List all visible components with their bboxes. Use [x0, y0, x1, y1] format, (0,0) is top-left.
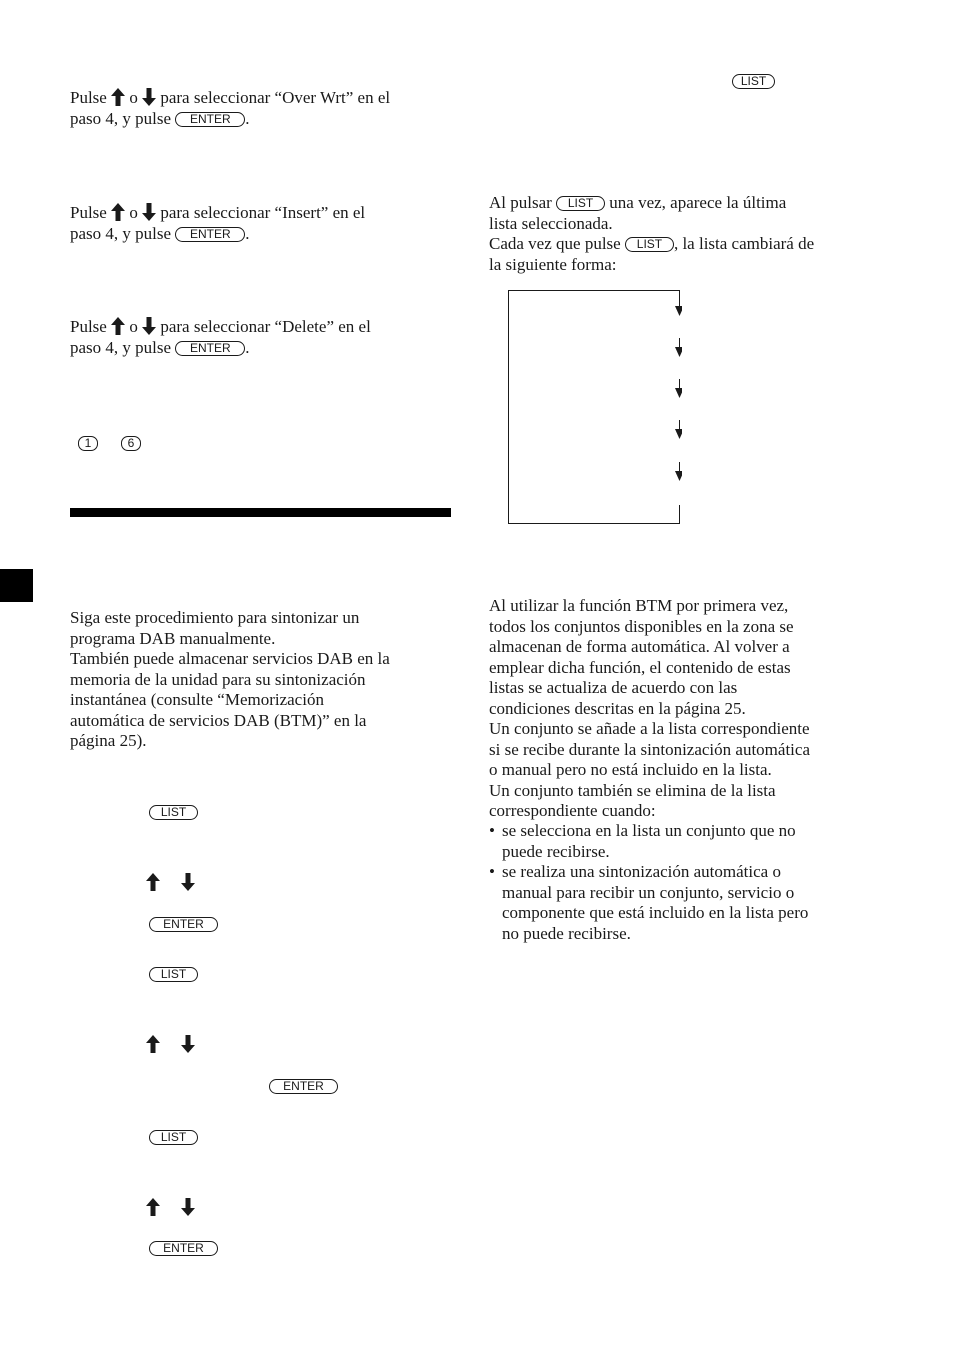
list-button[interactable]: LIST	[625, 237, 674, 252]
preset-6-button[interactable]: 6	[121, 436, 141, 451]
insert-instruction	[70, 203, 365, 244]
list-intro-text: lista seleccionada.	[489, 213, 613, 233]
overwrite-step-text: paso 4, y pulse	[70, 108, 172, 128]
insert-step-text: paso 4, y pulse	[70, 223, 172, 243]
insert-pulse-text: Pulse	[70, 203, 107, 222]
intro-line: página 25).	[70, 731, 147, 750]
btm-line: o manual pero no está incluido en la lista.	[489, 760, 772, 779]
delete-period: .	[245, 337, 250, 357]
btm-paragraph	[489, 596, 810, 822]
bullet-line: no puede recibirse.	[502, 923, 631, 943]
down-arrow-icon[interactable]	[181, 873, 195, 891]
overwrite-instruction	[70, 88, 390, 129]
delete-or-text: o	[129, 317, 138, 336]
manual-tuning-intro	[70, 608, 390, 752]
intro-line: memoria de la unidad para su sintonización	[70, 669, 366, 689]
enter-button[interactable]: ENTER	[175, 341, 245, 356]
list-button[interactable]: LIST	[149, 967, 198, 982]
btm-line: listas se actualiza de acuerdo con las	[489, 678, 738, 697]
btm-line: Un conjunto se añade a la lista correspondiente	[489, 719, 810, 738]
btm-line: correspondiente cuando:	[489, 801, 656, 820]
list-intro-paragraph	[489, 193, 814, 275]
list-intro-text: , la lista cambiará de	[673, 234, 815, 253]
delete-rest-text: para seleccionar “Delete” en el	[160, 317, 371, 336]
down-arrow-icon	[142, 203, 156, 221]
enter-button[interactable]: ENTER	[149, 1241, 218, 1256]
up-arrow-icon	[111, 317, 125, 335]
btm-line: emplear dicha función, el contenido de estas	[489, 657, 791, 677]
bullet-line: • se realiza una sintonización automática o	[502, 862, 781, 881]
bullet-line: manual para recibir un conjunto, servicio o	[502, 882, 795, 902]
enter-button[interactable]: ENTER	[175, 227, 245, 242]
up-arrow-icon[interactable]	[146, 1035, 160, 1053]
list-intro-text: Al pulsar	[489, 193, 552, 212]
list-button[interactable]: LIST	[732, 74, 775, 89]
list-button[interactable]: LIST	[149, 1130, 198, 1145]
overwrite-pulse-text: Pulse	[70, 88, 107, 107]
intro-line: instantánea (consulte “Memorización	[70, 690, 324, 709]
list-item	[489, 821, 808, 862]
list-button[interactable]: LIST	[149, 805, 198, 820]
list-cycle-diagram	[508, 290, 680, 524]
bullet-line: componente que está incluido en la lista pero	[502, 903, 809, 922]
down-arrow-icon	[142, 317, 156, 335]
section-heading-rule	[70, 508, 451, 517]
page-edge-tab	[0, 569, 33, 602]
enter-button[interactable]: ENTER	[269, 1079, 338, 1094]
intro-line: También puede almacenar servicios DAB en la	[70, 649, 390, 668]
list-intro-text: la siguiente forma:	[489, 254, 617, 274]
down-arrow-icon[interactable]	[181, 1198, 195, 1216]
overwrite-or-text: o	[129, 88, 138, 107]
list-button[interactable]: LIST	[556, 196, 605, 211]
insert-rest-text: para seleccionar “Insert” en el	[160, 203, 366, 222]
intro-line: Siga este procedimiento para sintonizar un	[70, 608, 360, 627]
btm-line: todos los conjuntos disponibles en la zona se	[489, 616, 794, 636]
intro-line: automática de servicios DAB (BTM)” en la	[70, 710, 367, 730]
btm-line: condiciones descritas en la página 25.	[489, 698, 746, 718]
insert-period: .	[245, 223, 250, 243]
overwrite-rest-text: para seleccionar “Over Wrt” en el	[160, 88, 391, 107]
overwrite-period: .	[245, 108, 250, 128]
btm-line: si se recibe durante la sintonización automática	[489, 739, 810, 759]
down-arrow-icon	[142, 88, 156, 106]
enter-button[interactable]: ENTER	[175, 112, 245, 127]
bullet-line: • se selecciona en la lista un conjunto que no	[502, 821, 796, 840]
list-intro-text: una vez, aparece la última	[609, 193, 787, 212]
enter-button[interactable]: ENTER	[149, 917, 218, 932]
list-item	[489, 862, 808, 944]
insert-or-text: o	[129, 203, 138, 222]
delete-step-text: paso 4, y pulse	[70, 337, 172, 357]
delete-pulse-text: Pulse	[70, 317, 107, 336]
btm-line: Un conjunto también se elimina de la lista	[489, 780, 776, 800]
preset-1-button[interactable]: 1	[78, 436, 98, 451]
bullet-line: puede recibirse.	[502, 841, 610, 861]
up-arrow-icon	[111, 203, 125, 221]
down-arrow-icon[interactable]	[181, 1035, 195, 1053]
btm-line: almacenan de forma automática. Al volver a	[489, 637, 790, 656]
list-intro-text: Cada vez que pulse	[489, 234, 621, 253]
up-arrow-icon	[111, 88, 125, 106]
up-arrow-icon[interactable]	[146, 873, 160, 891]
delete-instruction	[70, 317, 371, 358]
intro-line: programa DAB manualmente.	[70, 628, 276, 648]
btm-line: Al utilizar la función BTM por primera vez,	[489, 596, 789, 615]
up-arrow-icon[interactable]	[146, 1198, 160, 1216]
removal-conditions-list	[489, 821, 808, 944]
